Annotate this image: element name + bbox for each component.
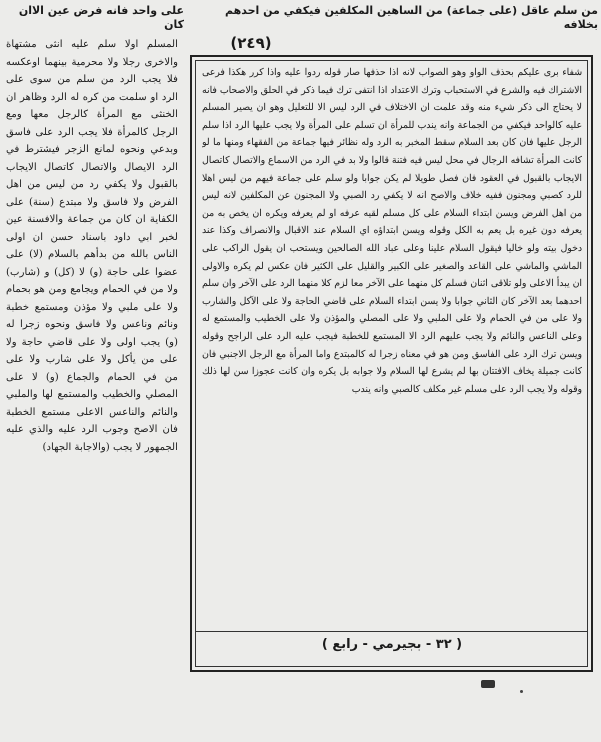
main-commentary-text: شفاء برى عليكم بحذف الواو وهو الصواب لانه اذا حذفها صار قوله ردوا عليه واذا كرر هكذا فرعى الاشتراك فيه والشرع في الاستحباب وترك الاعتداد اذا انتفى ترك فيما ذكر في الحلق والاصحاب فانه لا يحتاج الى ذكر شيء منه وقد علمت ان الاختلاف في الرد ليس الا للتعليل وهو ان يصير المسلم عليه كالواحد فيكفي من الجماعة وانه يندب للمرأة ان تسلم على المرأة ولا يجب عليها الرد اذا سلم الرجل عليها فان كان بعد السلام سقط المخبر به الرد وله نظائر فيها جماعة من الفقهاء ومنها ما لو كانت المرأة تشافه الرجال في محل ليس فيه فتنة قالوا ولا بد في الرد من الاسماع والاتصال كاتصال الايجاب بالقبول في العقود فان فصل طويلا لم يكن جوابا ولو سلم على جماعة فيهم من ليس اهلا للرد كصبي ومجنون ففيه خلاف والاصح انه لا يكفي رد الصبي ولا المجنون عن المكلفين لانه ليس من اهل الفرض ويسن ابتداء السلام على كل مسلم لقيه عرفه او لم يعرفه ويكره ان يخص به من يعرفه دون غيره بل يعم به الكل وقوله ويسن ابتداؤه اي السلام عند الاقبال والانصراف وكذا عند دخول بيته ولو خاليا فيقول السلام علينا وعلى عباد الله الصالحين ويستحب ان يقول الراكب على الماشي والماشي على القاعد والصغير على الكبير والقليل على الكثير فان عكس لم يكره والاولى ان يبدأ الاعلى ولو تلاقى اثنان فسلم كل منهما على الآخر معا لزم كلا منهما الرد على الآخر وان سلم احدهما بعد الآخر كان الثاني جوابا ولا يسن ابتداء السلام على قاضي الحاجة ولا على الآكل والشارب ولا على من في الحمام ولا على الملبي ولا على المصلي والمؤذن ولا على الخطيب والمستمع له وعلى الناعس والنائم ولا يجب عليهم الرد الا المستمع للخطبة فيجب عليه الرد على الراجح وقوله ويسن ترك الرد على الفاسق ومن هو في معناه زجرا له كالمبتدع واما المرأة مع الرجل الاجنبي فان كانت جميلة يخاف الافتتان بها لم يشرع لها السلام ولا جوابه بل يكره وان كانت عجوزا سن لها ذلك وقوله ولا يجب الرد على مسلم غير مكلف كالصبي وانه يندب bbox=[202, 67, 582, 395]
signature-line: ( ٣٢ - بجيرمي - رابع ) bbox=[321, 637, 463, 652]
print-mark bbox=[481, 680, 495, 688]
running-header: من سلم عاقل (على جماعة) من الساهين المكلفين فيكفي من احدهم بخلافه bbox=[225, 4, 598, 31]
page-number: (٢٤٩) bbox=[230, 34, 272, 52]
margin-commentary-text: المسلم اولا سلم عليه انثى مشتهاة والاخرى رجلا ولا محرمية بينهما اوعكسه فلا يجب الرد من سلم من سوى على الرد او سلمت من كره له الرد وظاهر ان الخنثى مع المرأة كالرجل معها ومع الرجل كالمرأة فلا يجب الرد على فاسق وبدعي ونحوه لمانع الزجر فيشترط في الرد الايصال والاتصال كاتصال الايجاب بالقبول ولا يكفي رد من ليس من اهل الفرض ولا فاسق ولا مبتدع (سنة) على الكفاية ان كان من جماعة والافسنة عين لخبر ابي داود باسناد حسن ان اولى الناس بالله من بدأهم بالسلام (لا) على عضوا على حاجة (و) لا (كل) و (شارب) ولا من في الحمام ويجامع ومن هو بحمام ولا على ملبي ولا مؤذن ومستمع خطبة ونائم وناعس ولا فاسق ونحوه زجرا له (و) يجب اولى ولا على قاضي حاجة ولا على من يأكل ولا على شارب ولا على من في الحمام والجماع (و) لا على المصلي والخطيب والمستمع لها والملبي والنائم والناعس الاعلى مستمع الخطبة فان الاصح وجوب الرد عليه والذي عليه الجمهور لا يجب (والاجابة الجهاد) bbox=[6, 39, 178, 453]
margin-header: على واحد فانه فرض عين الاان كان bbox=[18, 4, 184, 31]
print-dot bbox=[520, 690, 523, 693]
